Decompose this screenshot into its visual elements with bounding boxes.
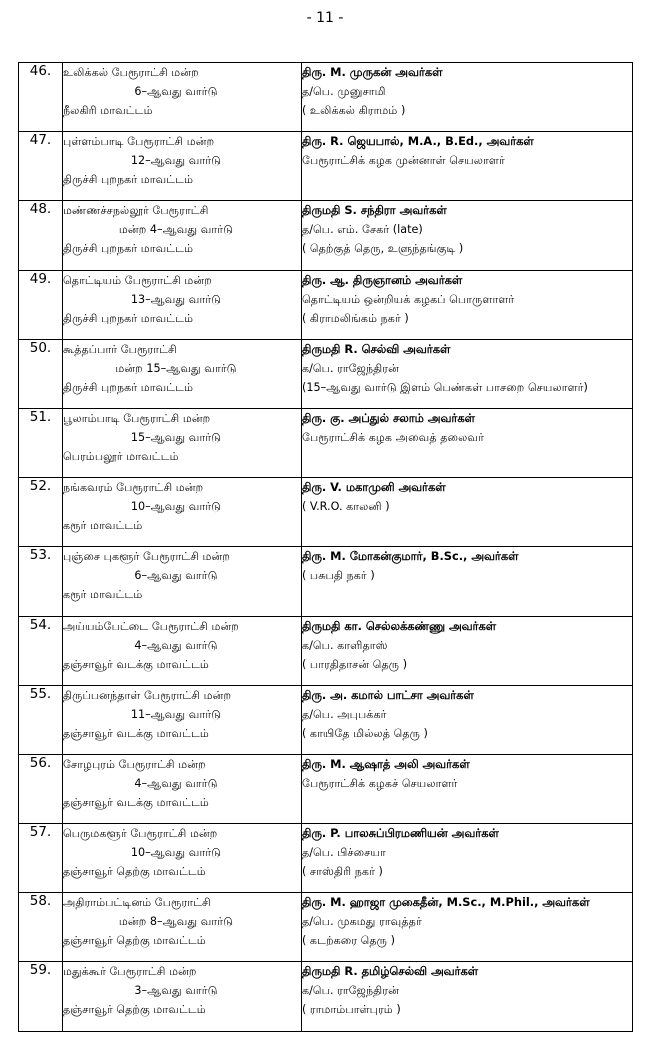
ward-cell (63, 270, 302, 339)
district-name: திருச்சி புறநகர் மாவட்டம் (63, 173, 194, 187)
person-detail: பேரூராட்சிக் கழகச் செயலாளர் (302, 776, 458, 790)
ward-body: மதுக்கூர் பேரூராட்சி மன்ற (63, 965, 197, 979)
ward-number: 11–ஆவது வார்டு (130, 707, 222, 721)
serial-number: 50. (19, 339, 63, 408)
person-cell (302, 824, 633, 893)
person-cell (302, 685, 633, 754)
district-name: தஞ்சாவூர் வடக்கு மாவட்டம் (63, 726, 209, 740)
person-name: திரு. அ. கமால் பாட்சா அவர்கள் (302, 687, 474, 702)
district-name: பெரம்பலூர் மாவட்டம் (63, 449, 179, 463)
district-name: தஞ்சாவூர் தெற்கு மாவட்டம் (63, 1003, 206, 1017)
district-name: திருச்சி புறநகர் மாவட்டம் (63, 242, 194, 256)
ward-body: புஞ்சை புகளூர் பேரூராட்சி மன்ற (63, 550, 231, 564)
table-row (19, 270, 633, 339)
person-detail: ( சாஸ்திரி நகர் ) (302, 865, 383, 879)
person-detail: த/பெ. முகமது ராவுத்தர் (302, 915, 422, 929)
table-row (19, 478, 633, 547)
table-row (19, 616, 633, 685)
ward-number: 3–ஆவது வார்டு (134, 984, 218, 998)
ward-body: அய்யம்பேட்டை பேரூராட்சி மன்ற (63, 619, 239, 633)
serial-number: 49. (19, 270, 63, 339)
person-name: திரு. M. மோகன்குமார், B.Sc., அவர்கள் (302, 549, 519, 564)
person-name: திரு. R. ஜெயபால், M.A., B.Ed., அவர்கள் (302, 134, 534, 149)
district-name: கரூர் மாவட்டம் (63, 588, 143, 602)
ward-cell (63, 547, 302, 616)
appointments-table (18, 62, 633, 1032)
person-detail: த/பெ. முனுசாமி (302, 85, 386, 98)
district-name: தஞ்சாவூர் வடக்கு மாவட்டம் (63, 795, 209, 809)
serial-number: 59. (19, 962, 63, 1031)
ward-body: திருப்பனந்தாள் பேரூராட்சி மன்ற (63, 688, 232, 702)
ward-number: மன்ற 4–ஆவது வார்டு (118, 223, 234, 237)
person-cell (302, 201, 633, 270)
person-name: திருமதி S. சந்திரா அவர்கள் (302, 203, 447, 218)
person-cell (302, 408, 633, 477)
table-row (19, 339, 633, 408)
person-name: திருமதி R. தமிழ்செல்வி அவர்கள் (302, 964, 479, 979)
table-row (19, 824, 633, 893)
person-name: திரு. M. ஹாஜா முகைதீன், M.Sc., M.Phil., அவர்கள் (302, 895, 590, 910)
person-cell (302, 893, 633, 962)
district-name: தஞ்சாவூர் தெற்கு மாவட்டம் (63, 865, 206, 879)
ward-cell (63, 616, 302, 685)
ward-cell (63, 824, 302, 893)
person-detail: ( பசுபதி நகர் ) (302, 569, 375, 583)
ward-body: தொட்டியம் பேரூராட்சி மன்ற (63, 273, 212, 287)
district-name: நீலகிரி மாவட்டம் (63, 104, 153, 117)
ward-number: மன்ற 15–ஆவது வார்டு (115, 361, 237, 375)
person-name: திரு. V. மகாமுனி அவர்கள் (302, 480, 446, 495)
district-name: தஞ்சாவூர் தெற்கு மாவட்டம் (63, 934, 206, 948)
district-name: திருச்சி புறநகர் மாவட்டம் (63, 311, 194, 325)
person-name: திருமதி கா. செல்லக்கண்ணு அவர்கள் (302, 618, 497, 633)
ward-body: மண்ணச்சநல்லூர் பேரூராட்சி (63, 204, 209, 218)
serial-number: 56. (19, 754, 63, 823)
person-cell (302, 754, 633, 823)
ward-body: சோழபுரம் பேரூராட்சி மன்ற (63, 757, 206, 771)
person-detail: ( தெற்குத் தெரு, உளுந்தங்குடி ) (302, 242, 464, 256)
serial-number: 52. (19, 478, 63, 547)
serial-number: 57. (19, 824, 63, 893)
person-detail: க/பெ. காளிதாஸ் (302, 638, 388, 652)
table-row (19, 63, 633, 132)
table-row (19, 893, 633, 962)
ward-number: 6–ஆவது வார்டு (134, 569, 218, 583)
table-row (19, 201, 633, 270)
table-row (19, 685, 633, 754)
person-detail: (15–ஆவது வார்டு இளம் பெண்கள் பாசறை செயலாளர்) (302, 380, 588, 394)
person-name: திரு. P. பாலசுப்பிரமணியன் அவர்கள் (302, 826, 499, 841)
person-name: திரு. M. ஆஷாத் அலி அவர்கள் (302, 756, 470, 771)
serial-number: 47. (19, 132, 63, 201)
ward-cell (63, 408, 302, 477)
table-row (19, 132, 633, 201)
ward-cell (63, 201, 302, 270)
person-detail: க/பெ. ராஜேந்திரன் (302, 361, 399, 375)
ward-body: புள்ளம்பாடி பேரூராட்சி மன்ற (63, 135, 215, 149)
ward-number: 13–ஆவது வார்டு (130, 292, 222, 306)
person-cell (302, 962, 633, 1031)
table-row (19, 754, 633, 823)
ward-cell (63, 339, 302, 408)
person-name: திரு. கு. அப்துல் சலாம் அவர்கள் (302, 410, 475, 425)
ward-number: 4–ஆவது வார்டு (134, 776, 218, 790)
ward-body: பெருமகளூர் பேரூராட்சி மன்ற (63, 827, 218, 841)
serial-number: 51. (19, 408, 63, 477)
serial-number: 58. (19, 893, 63, 962)
ward-cell (63, 962, 302, 1031)
person-detail: த/பெ. எம். சேகர் (late) (302, 223, 423, 237)
person-detail: ( V.R.O. காலனி ) (302, 500, 390, 514)
district-name: தஞ்சாவூர் வடக்கு மாவட்டம் (63, 657, 209, 671)
person-detail: பேரூராட்சிக் கழக முன்னாள் செயலாளர் (302, 154, 505, 168)
ward-number: 10–ஆவது வார்டு (130, 846, 222, 860)
ward-number: 15–ஆவது வார்டு (130, 430, 222, 444)
person-detail: ( பாரதிதாசன் தெரு ) (302, 657, 408, 671)
district-name: திருச்சி புறநகர் மாவட்டம் (63, 380, 194, 394)
ward-number: மன்ற 8–ஆவது வார்டு (118, 915, 234, 929)
serial-number: 48. (19, 201, 63, 270)
person-detail: க/பெ. ராஜேந்திரன் (302, 984, 399, 998)
person-detail: த/பெ. பிச்சையா (302, 846, 386, 860)
ward-cell (63, 63, 302, 132)
page-number: - 11 - (306, 10, 344, 26)
person-detail: த/பெ. அபுபக்கர் (302, 707, 387, 721)
person-cell (302, 132, 633, 201)
serial-number: 46. (19, 63, 63, 132)
district-name: கரூர் மாவட்டம் (63, 519, 143, 533)
person-detail: பேரூராட்சிக் கழக அவைத் தலைவர் (302, 430, 484, 444)
ward-body: நங்கவரம் பேரூராட்சி மன்ற (63, 481, 204, 495)
ward-number: 4–ஆவது வார்டு (134, 638, 218, 652)
person-name: திருமதி R. செல்வி அவர்கள் (302, 341, 451, 356)
ward-cell (63, 685, 302, 754)
person-cell (302, 339, 633, 408)
person-cell (302, 616, 633, 685)
serial-number: 55. (19, 685, 63, 754)
serial-number: 54. (19, 616, 63, 685)
person-cell (302, 63, 633, 132)
ward-number: 6–ஆவது வார்டு (134, 85, 218, 98)
person-cell (302, 478, 633, 547)
ward-body: உலிக்கல் பேரூராட்சி மன்ற (63, 66, 199, 79)
person-name: திரு. ஆ. திருஞானம் அவர்கள் (302, 272, 463, 287)
table-row (19, 547, 633, 616)
person-detail: ( கடற்கரை தெரு ) (302, 934, 395, 948)
serial-number: 53. (19, 547, 63, 616)
ward-body: பூலாம்பாடி பேரூராட்சி மன்ற (63, 411, 211, 425)
ward-cell (63, 132, 302, 201)
ward-number: 10–ஆவது வார்டு (130, 500, 222, 514)
ward-cell (63, 754, 302, 823)
ward-cell (63, 893, 302, 962)
person-name: திரு. M. முருகன் அவர்கள் (302, 65, 443, 79)
ward-cell (63, 478, 302, 547)
ward-body: கூத்தப்பார் பேரூராட்சி (63, 342, 177, 356)
person-detail: ( ராமாம்பாள்புரம் ) (302, 1003, 401, 1017)
person-detail: தொட்டியம் ஒன்றியக் கழகப் பொருளாளர் (302, 292, 515, 306)
person-cell (302, 270, 633, 339)
table-row (19, 962, 633, 1031)
ward-body: அதிராம்பட்டினம் பேரூராட்சி (63, 896, 211, 910)
table-row (19, 408, 633, 477)
person-cell (302, 547, 633, 616)
person-detail: ( கிராமலிங்கம் நகர் ) (302, 311, 409, 325)
ward-number: 12–ஆவது வார்டு (130, 154, 222, 168)
person-detail: ( காயிதே மில்லத் தெரு ) (302, 726, 428, 740)
person-detail: ( உலிக்கல் கிராமம் ) (302, 104, 406, 117)
